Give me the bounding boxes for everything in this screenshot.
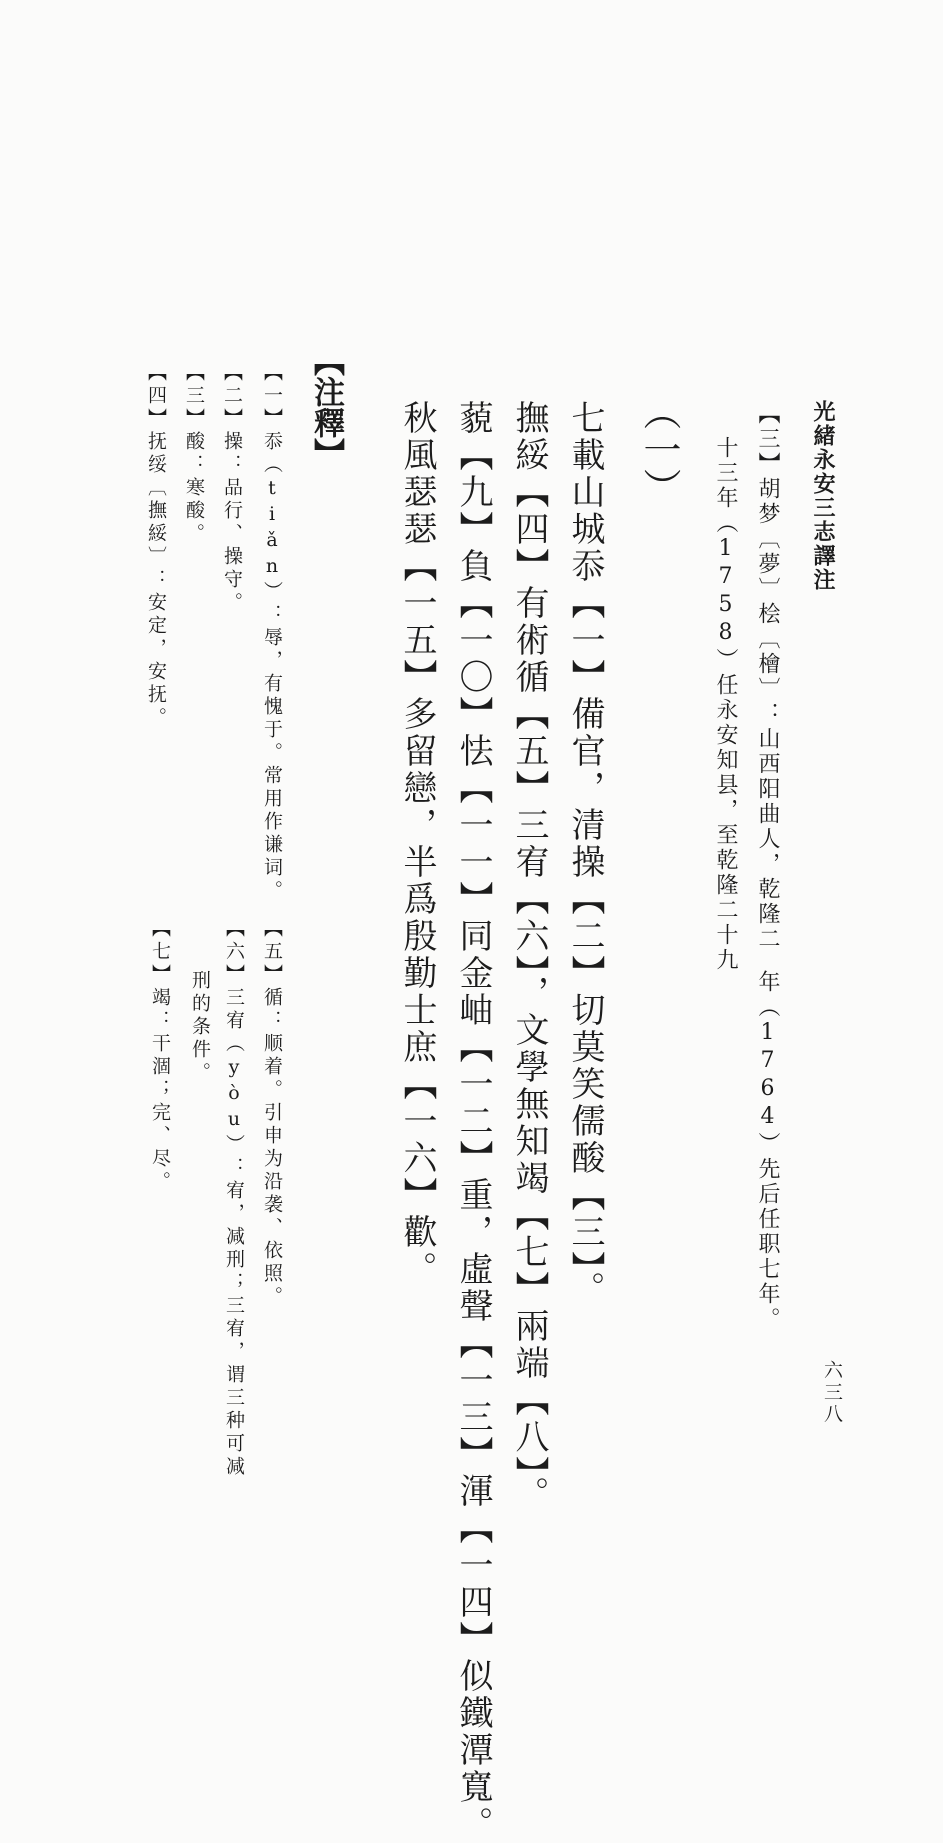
annotation-1: 【一】忝（tiǎn）：辱，有愧于。常用作谦词。	[261, 362, 283, 903]
page-number: 六三八	[821, 1360, 843, 1426]
top-note-line-3: 年（1764）先后任职七年。	[755, 970, 780, 1332]
poem-line-2: 撫綏【四】有術循【五】三宥【六】，文學無知竭【七】兩端【八】。	[509, 400, 549, 1513]
annotation-5: 【五】循：顺着。引申为沿袭、依照。	[261, 918, 283, 1309]
annotations-heading: 【注釋】	[308, 345, 344, 469]
annotation-7: 【七】竭：干涸；完、尽。	[149, 918, 171, 1194]
annotation-6-continued: 刑的条件。	[189, 970, 211, 1085]
annotation-4: 【四】抚绥〔撫綏〕：安定，安抚。	[145, 362, 167, 730]
running-title: 光緒永安三志譯注	[810, 400, 836, 592]
poem-line-1: 七載山城忝【一】備官，清操【二】切莫笑儒酸【三】。	[565, 400, 605, 1308]
poem-title: （一）	[637, 392, 681, 506]
annotation-6: 【六】三宥（yòu）：宥，减刑；三宥，谓三种可减	[223, 918, 245, 1479]
poem-line-4: 秋風瑟瑟【一五】多留戀，半爲殷勤士庶【一六】歡。	[397, 400, 437, 1288]
annotation-3: 【三】酸：寒酸。	[183, 362, 205, 546]
poem-line-3: 藐【九】負【一〇】怯【一一】同金岫【一二】重，虛聲【一三】渾【一四】似鐵潭寬。	[453, 400, 493, 1843]
annotation-2: 【二】操：品行、操守。	[221, 362, 243, 615]
top-note-line-2: 十三年（1758）任永安知县，至乾隆二十九	[713, 436, 738, 973]
top-note-line-1: 【三】胡梦〔夢〕桧〔檜〕：山西阳曲人，乾隆二	[755, 402, 780, 952]
